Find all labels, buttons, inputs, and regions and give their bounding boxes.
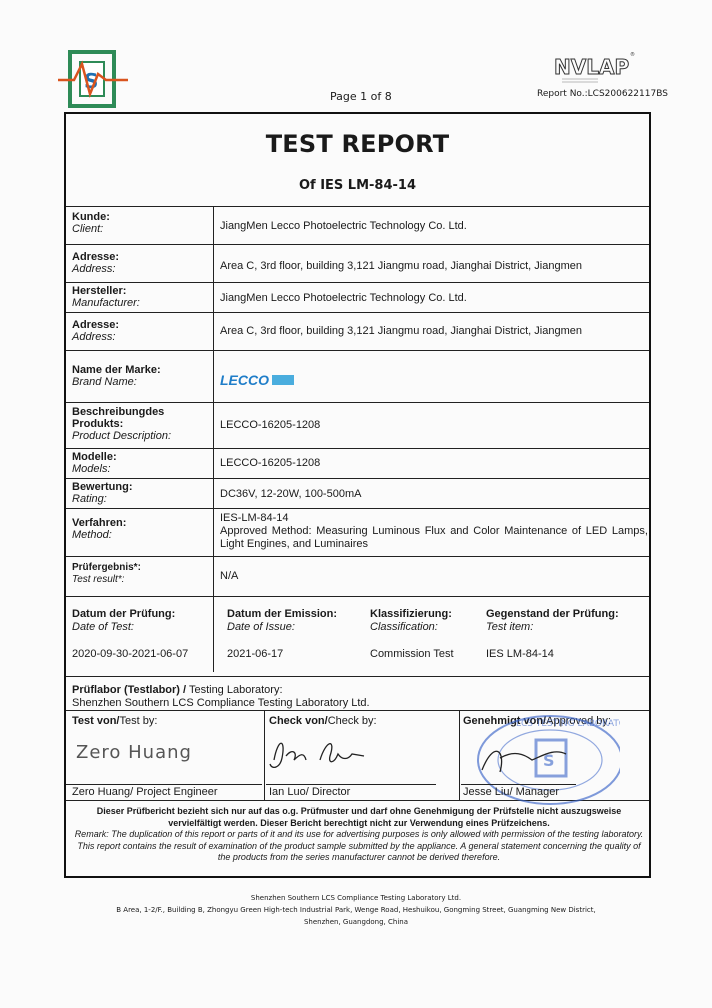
report-number: Report No.:LCS200622117BS bbox=[537, 89, 668, 99]
field-label: Hersteller: Manufacturer: bbox=[72, 285, 140, 309]
divider bbox=[66, 556, 649, 557]
footer-city: Shenzhen, Guangdong, China bbox=[303, 918, 408, 926]
field-label: Name der Marke: Brand Name: bbox=[72, 364, 161, 388]
svg-text:®: ® bbox=[630, 52, 635, 58]
client-address-value: Area C, 3rd floor, building 3,121 Jiangmu road, Jianghai District, Jiangmen bbox=[220, 260, 582, 272]
divider bbox=[66, 244, 649, 245]
date-of-test: Datum der Prüfung: Date of Test: 2020-09-30-2021-06-07 bbox=[72, 608, 189, 660]
client-value: JiangMen Lecco Photoelectric Technology Co. Ltd. bbox=[220, 220, 467, 232]
disclaimer bbox=[74, 806, 644, 864]
svg-text:NVLAP: NVLAP bbox=[554, 55, 630, 79]
signature-line bbox=[461, 784, 576, 785]
field-label: Kunde: Client: bbox=[72, 211, 110, 235]
approver-name: Jesse Liu/ Manager bbox=[463, 786, 559, 798]
column-divider bbox=[459, 710, 460, 800]
field-label: Bewertung: Rating: bbox=[72, 481, 133, 505]
divider bbox=[66, 508, 649, 509]
disclaimer-german: Dieser Prüfbericht bezieht sich nur auf das o.g. Prüfmuster und darf ohne Genehmigung der Prüfstelle nicht auszugsweise vervielfältigt werden. Dieser Bericht berechtigt nicht zur Verwendung eines Prüfzeichens. bbox=[96, 806, 622, 828]
models-value: LECCO-16205-1208 bbox=[220, 457, 321, 469]
classification: Klassifizierung: Classification: Commission Test bbox=[370, 608, 454, 660]
report-subtitle: Of IES LM-84-14 bbox=[298, 178, 417, 193]
svg-text:S: S bbox=[84, 69, 99, 93]
divider bbox=[66, 350, 649, 351]
column-divider bbox=[213, 206, 214, 672]
report-title: TEST REPORT bbox=[265, 130, 450, 158]
approved-by-label: Genehmigt von/Approved by: bbox=[463, 715, 611, 727]
rating-value: DC36V, 12-20W, 100-500mA bbox=[220, 488, 362, 500]
field-label: Beschreibungdes Produkts: Product Description: bbox=[72, 406, 172, 442]
manufacturer-address-value: Area C, 3rd floor, building 3,121 Jiangmu road, Jianghai District, Jiangmen bbox=[220, 325, 582, 337]
svg-text:LCS TESTING LABORATORY: LCS TESTING LABORAT bbox=[516, 719, 619, 729]
manufacturer-value: JiangMen Lecco Photoelectric Technology Co. Ltd. bbox=[220, 292, 467, 304]
product-description-value: LECCO-16205-1208 bbox=[220, 419, 321, 431]
tester-name: Zero Huang/ Project Engineer bbox=[72, 786, 218, 798]
field-label: Verfahren: Method: bbox=[72, 517, 127, 541]
divider bbox=[66, 312, 649, 313]
disclaimer-english: Remark: The duplication of this report or parts of it and its use for advertising purposes is only allowed with permission of the testing laboratory. This report contains the result of examination of the product sample submitted by the appliance. A general statement concerning the quality of the products from the series manufacturer cannot be derived therefore. bbox=[74, 829, 644, 862]
divider bbox=[66, 206, 649, 207]
field-label: Prüfergebnis*: Test result*: bbox=[72, 562, 141, 585]
divider bbox=[66, 402, 649, 403]
checker-name: Ian Luo/ Director bbox=[269, 786, 351, 798]
divider bbox=[66, 478, 649, 479]
divider bbox=[66, 282, 649, 283]
signature-ian-luo bbox=[264, 730, 374, 781]
signature-zero-huang: Zero Huang bbox=[76, 742, 192, 763]
divider bbox=[66, 676, 649, 677]
footer-address: B Area, 1-2/F., Building B, Zhongyu Green High-tech Industrial Park, Wenge Road, Heshuikou, Gongming Street, Guangming New District, bbox=[116, 906, 596, 914]
test-result-value: N/A bbox=[220, 570, 239, 582]
date-of-issue: Datum der Emission: Date of Issue: 2021-06-17 bbox=[227, 608, 338, 660]
check-by-label: Check von/Check by: bbox=[269, 715, 377, 727]
page-number: Page 1 of 8 bbox=[330, 90, 392, 103]
field-label: Adresse: Address: bbox=[72, 319, 120, 343]
lcs-logo bbox=[58, 50, 128, 108]
footer-company: Shenzhen Southern LCS Compliance Testing Laboratory Ltd. bbox=[250, 894, 462, 902]
signature-line bbox=[266, 784, 436, 785]
nvlap-logo bbox=[552, 50, 636, 86]
page-footer bbox=[90, 892, 622, 928]
test-by-label: Test von/Test by: bbox=[72, 715, 158, 727]
method-value: IES-LM-84-14 Approved Method: Measuring Luminous Flux and Color Maintenance of LED Lamps, Light Engines, and Luminaires bbox=[220, 512, 648, 550]
laboratory-name: Shenzhen Southern LCS Compliance Testing Laboratory Ltd. bbox=[72, 697, 370, 709]
divider bbox=[66, 596, 649, 597]
testing-laboratory: Prüflabor (Testlabor) / Testing Laboratory: Shenzhen Southern LCS Compliance Testing Laboratory Ltd. bbox=[72, 684, 370, 709]
signature-line bbox=[66, 784, 262, 785]
brand-logo bbox=[220, 371, 300, 389]
field-label: Modelle: Models: bbox=[72, 451, 117, 475]
test-item: Gegenstand der Prüfung: Test item: IES LM-84-14 bbox=[486, 608, 619, 660]
divider bbox=[66, 448, 649, 449]
field-label: Adresse: Address: bbox=[72, 251, 120, 275]
brand-logo-text: LECCO bbox=[220, 372, 269, 388]
svg-text:S: S bbox=[543, 751, 555, 770]
report-frame bbox=[64, 112, 651, 878]
